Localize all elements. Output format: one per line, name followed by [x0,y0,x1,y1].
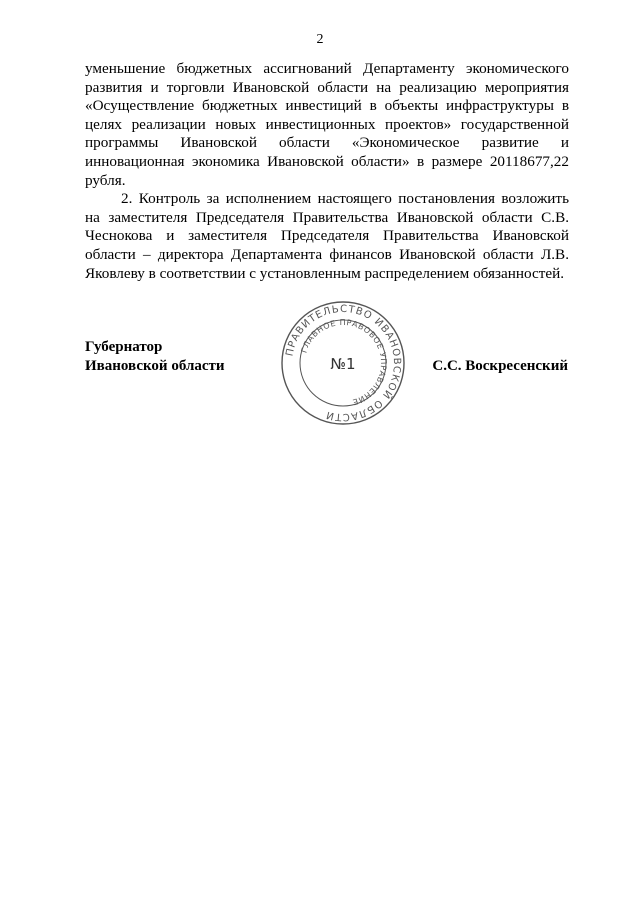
paragraph-1: уменьшение бюджетных ассигнований Департаменту экономического развития и торговли Ивановской области на реализацию мероприятия «Осуществление бюджетных инвестиций в объекты инфраструктуры в целях реализации новых инвестиционных проектов» государственной программы Ивановской области «Экономическое развитие и инновационная экономика Ивановской области» в размере 20118677,22 рубля. [85,60,569,189]
document-body [85,60,569,283]
signatory-title [85,338,225,376]
seal-outer-text: ПРАВИТЕЛЬСТВО ИВАНОВСКОЙ ОБЛАСТИ [284,303,403,423]
signatory-name: С.С. Воскресенский [432,358,568,374]
signatory-title-line-1: Губернатор [85,339,163,355]
official-seal [280,300,406,426]
seal-number: №1 [330,355,356,373]
paragraph-2: 2. Контроль за исполнением настоящего постановления возложить на заместителя Председателя Правительства Ивановской области С.В. Чеснокова и заместителя Председателя Правительства Ивановской области – директора Департамента финансов Ивановской области Л.В. Яковлеву в соответствии с установленным распределением обязанностей. [85,190,569,282]
seal-inner-text: ГЛАВНОЕ ПРАВОВОЕ УПРАВЛЕНИЕ [299,317,389,407]
signatory-title-line-2: Ивановской области [85,358,225,374]
page-number: 2 [316,32,324,47]
